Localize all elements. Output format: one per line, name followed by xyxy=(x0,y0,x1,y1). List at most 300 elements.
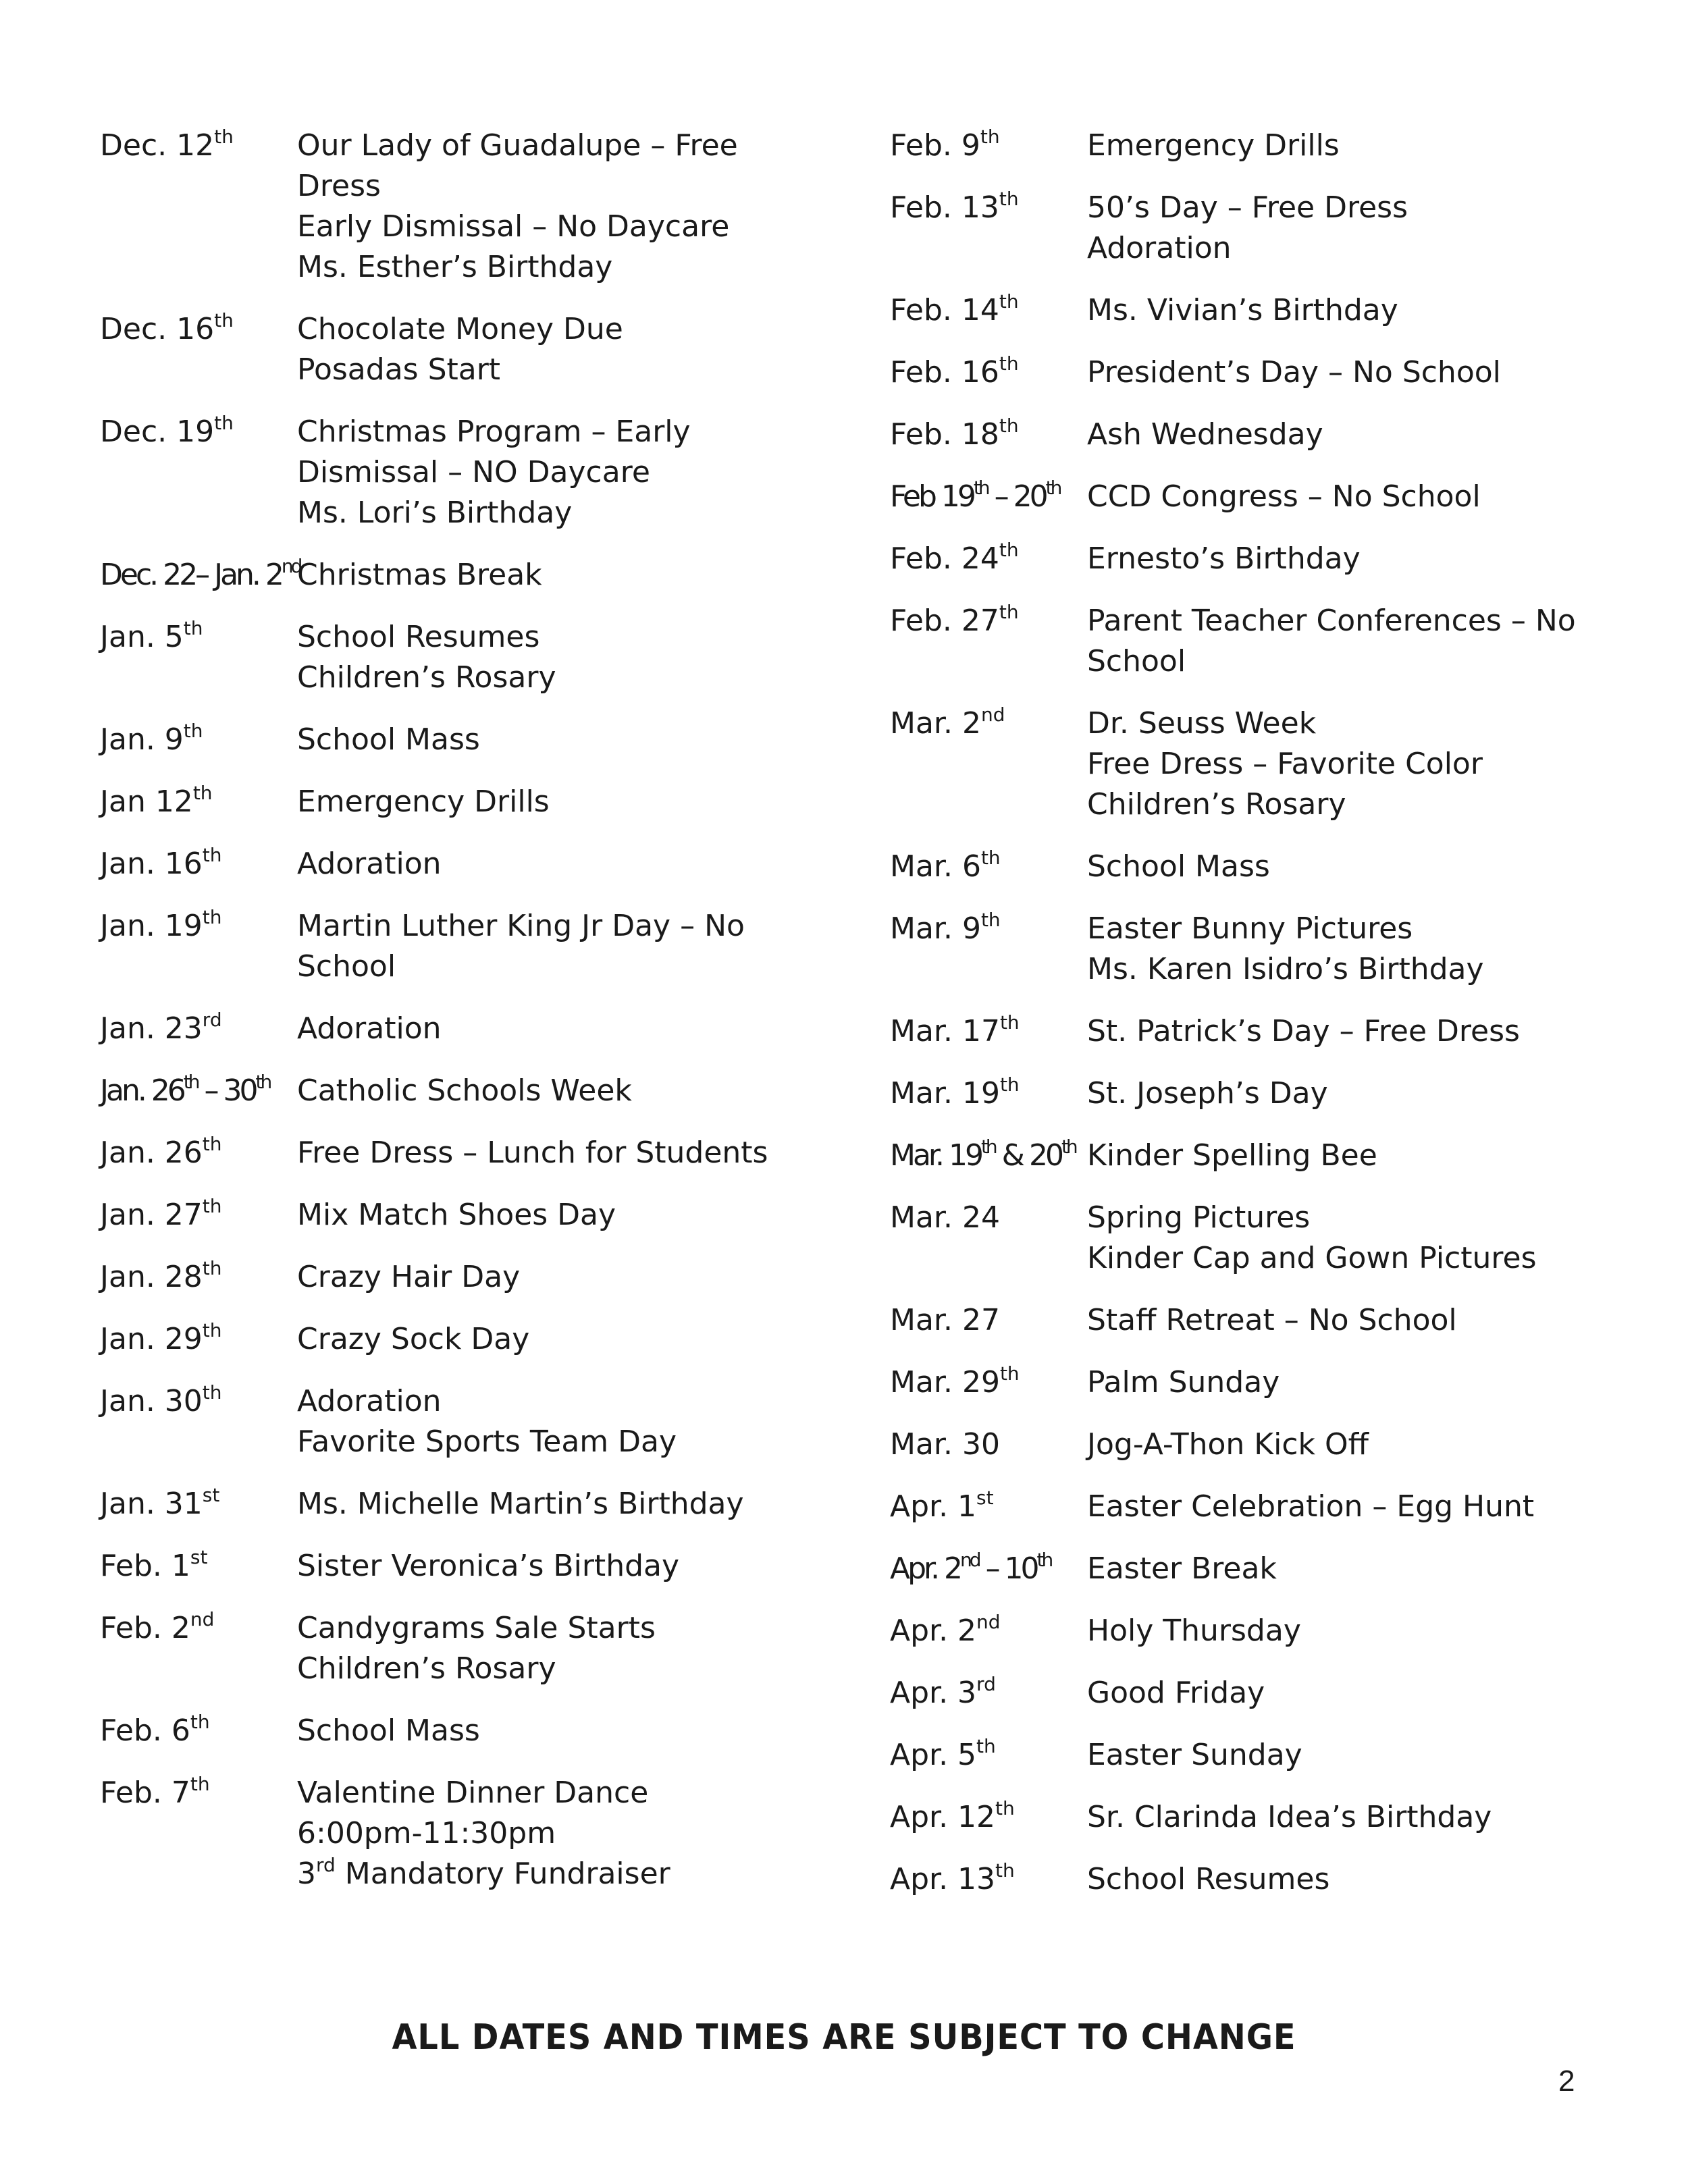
date-suffix: th xyxy=(980,1136,995,1158)
date-text: Dec. 12 xyxy=(100,128,215,163)
event-line: Palm Sunday xyxy=(1087,1365,1280,1400)
event-line: Staff Retreat – No School xyxy=(1087,1303,1457,1337)
entry-date xyxy=(890,1549,1087,1589)
event-line: President’s Day – No School xyxy=(1087,355,1501,390)
event-line: Ernesto’s Birthday xyxy=(1087,541,1361,576)
entry-events xyxy=(1087,1300,1599,1341)
entry-events xyxy=(297,1319,775,1360)
entry-events xyxy=(1087,1735,1599,1776)
event-line: Kinder Spelling Bee xyxy=(1087,1138,1377,1173)
date-text: Feb 19 xyxy=(890,479,974,514)
calendar-entry xyxy=(890,539,1599,579)
calendar-entry xyxy=(890,1073,1599,1114)
calendar-entry xyxy=(100,1773,775,1894)
event-line: Jog-A-Thon Kick Off xyxy=(1087,1427,1369,1462)
calendar-entry xyxy=(890,1859,1599,1900)
date-text: Mar. 19 xyxy=(890,1138,981,1173)
event-line: Valentine Dinner Dance xyxy=(297,1776,649,1810)
date-suffix: nd xyxy=(190,1608,215,1630)
date-text: Apr. 13 xyxy=(890,1862,996,1896)
date-text: Mar. 30 xyxy=(890,1427,1000,1462)
date-range-end: – 10 xyxy=(978,1551,1037,1586)
entry-events xyxy=(297,555,775,595)
date-suffix: nd xyxy=(281,555,300,577)
event-line: Free Dress – Lunch for Students xyxy=(297,1136,768,1170)
date-suffix: st xyxy=(202,1484,220,1506)
date-text: Jan. 16 xyxy=(100,847,203,881)
entry-date xyxy=(100,844,297,884)
date-text: Jan. 23 xyxy=(100,1011,203,1046)
calendar-entry xyxy=(100,412,775,533)
entry-date xyxy=(100,1195,297,1235)
entry-events xyxy=(297,1773,775,1894)
entry-date xyxy=(890,1859,1087,1900)
entry-date xyxy=(890,1362,1087,1403)
date-suffix: st xyxy=(976,1487,994,1509)
date-suffix: th xyxy=(202,1257,222,1279)
date-suffix: th xyxy=(999,1011,1020,1034)
entry-date xyxy=(100,555,300,595)
date-suffix: th xyxy=(202,844,222,866)
date-text: Apr. 2 xyxy=(890,1614,977,1648)
date-text: Apr. 3 xyxy=(890,1676,977,1710)
event-line: Christmas Program – Early xyxy=(297,415,691,449)
entry-date xyxy=(100,309,297,390)
date-text: Jan. 31 xyxy=(100,1487,203,1521)
entry-events xyxy=(297,1711,775,1751)
calendar-entry xyxy=(890,188,1599,269)
calendar-entry xyxy=(890,477,1599,517)
event-line: Kinder Cap and Gown Pictures xyxy=(1087,1241,1537,1275)
calendar-entry xyxy=(100,1711,775,1751)
calendar-entry xyxy=(100,1608,775,1689)
calendar-entry xyxy=(890,1300,1599,1341)
calendar-entry xyxy=(890,1487,1599,1527)
event-line: Candygrams Sale Starts xyxy=(297,1611,656,1645)
entry-events xyxy=(297,782,775,822)
event-line: Free Dress – Favorite Color xyxy=(1087,747,1483,781)
date-text: Dec. 19 xyxy=(100,415,215,449)
entry-date xyxy=(890,290,1087,331)
entry-events xyxy=(1087,1198,1599,1279)
event-line: Catholic Schools Week xyxy=(297,1073,632,1108)
event-line: Crazy Hair Day xyxy=(297,1260,521,1294)
calendar-entry xyxy=(100,1257,775,1298)
date-text: Feb. 14 xyxy=(890,293,999,327)
date-suffix: th xyxy=(999,188,1019,210)
calendar-entry xyxy=(100,1133,775,1173)
page-number: 2 xyxy=(1558,2065,1575,2098)
entry-date xyxy=(100,1546,297,1587)
calendar-entry xyxy=(890,1011,1599,1052)
event-ordinal: 3 xyxy=(297,1857,316,1891)
calendar-entry xyxy=(890,1611,1599,1651)
event-line: School Mass xyxy=(297,1713,480,1748)
entry-events xyxy=(1087,126,1599,166)
entry-date xyxy=(890,1136,1087,1176)
date-suffix: th xyxy=(1061,1136,1076,1158)
event-line: Dress xyxy=(297,169,381,203)
calendar-entry xyxy=(890,1673,1599,1713)
entry-events xyxy=(1087,1362,1599,1403)
date-suffix: nd xyxy=(960,1549,979,1571)
date-text: Dec. 22– Jan. 2 xyxy=(100,558,282,592)
date-text: Mar. 17 xyxy=(890,1014,1000,1048)
date-suffix: th xyxy=(202,1133,222,1155)
entry-date xyxy=(890,352,1087,393)
date-text: Mar. 19 xyxy=(890,1076,1000,1111)
event-line: School Mass xyxy=(1087,849,1270,884)
date-suffix: th xyxy=(190,1773,210,1795)
event-line: School Mass xyxy=(297,722,480,757)
event-line: Christmas Break xyxy=(297,558,542,592)
event-line: CCD Congress – No School xyxy=(1087,479,1481,514)
date-text: Jan. 19 xyxy=(100,909,203,943)
date-text: Jan. 26 xyxy=(100,1073,184,1108)
event-line: 50’s Day – Free Dress xyxy=(1087,190,1408,225)
entry-date xyxy=(100,617,297,698)
event-line: Dr. Seuss Week xyxy=(1087,706,1317,741)
event-line: Early Dismissal – No Daycare xyxy=(297,209,730,244)
calendar-entry xyxy=(100,309,775,390)
entry-events xyxy=(297,1195,775,1235)
entry-events xyxy=(1087,601,1599,682)
entry-date xyxy=(100,1484,297,1524)
date-text: Jan. 5 xyxy=(100,620,184,654)
date-text: Feb. 7 xyxy=(100,1776,190,1810)
date-text: Dec. 16 xyxy=(100,312,215,346)
entry-date xyxy=(100,720,297,760)
event-line: St. Joseph’s Day xyxy=(1087,1076,1328,1111)
entry-events xyxy=(297,412,775,533)
date-suffix: th xyxy=(202,1381,222,1404)
event-line: Adoration xyxy=(297,1011,442,1046)
entry-events xyxy=(297,309,775,390)
event-line: Adoration xyxy=(297,1384,442,1418)
event-line: Dismissal – NO Daycare xyxy=(297,455,650,489)
event-line: Crazy Sock Day xyxy=(297,1322,530,1356)
entry-date xyxy=(100,1773,297,1894)
entry-date xyxy=(100,1381,297,1462)
date-suffix: nd xyxy=(976,1611,1001,1633)
date-suffix: rd xyxy=(976,1673,996,1695)
calendar-entry xyxy=(100,1009,775,1049)
event-line: Favorite Sports Team Day xyxy=(297,1424,677,1459)
entry-events xyxy=(297,1071,775,1111)
entry-events xyxy=(297,1133,775,1173)
date-suffix: th xyxy=(995,1859,1015,1882)
date-suffix: th xyxy=(999,352,1019,375)
date-suffix: th xyxy=(999,539,1019,561)
event-line: Children’s Rosary xyxy=(297,1651,556,1686)
event-line: Ms. Lori’s Birthday xyxy=(297,496,573,530)
entry-events xyxy=(297,1608,775,1689)
event-line: Children’s Rosary xyxy=(297,660,556,695)
entry-date xyxy=(890,1073,1087,1114)
entry-events xyxy=(297,1484,775,1524)
entry-date xyxy=(100,1009,297,1049)
calendar-entry xyxy=(100,906,775,987)
event-line: Easter Celebration – Egg Hunt xyxy=(1087,1489,1535,1524)
calendar-entry xyxy=(890,126,1599,166)
calendar-entry xyxy=(100,1195,775,1235)
event-line: Easter Bunny Pictures xyxy=(1087,911,1413,946)
calendar-entry xyxy=(890,415,1599,455)
calendar-entry xyxy=(890,290,1599,331)
date-suffix: nd xyxy=(980,703,1005,726)
event-line: Martin Luther King Jr Day – No xyxy=(297,909,745,943)
event-line: Spring Pictures xyxy=(1087,1200,1311,1235)
event-line: School xyxy=(1087,644,1186,678)
entry-events xyxy=(297,617,775,698)
calendar-entry xyxy=(100,1546,775,1587)
entry-events xyxy=(1087,1673,1599,1713)
calendar-left-column xyxy=(100,126,775,1916)
date-suffix: st xyxy=(190,1546,208,1568)
calendar-entry xyxy=(890,1797,1599,1838)
calendar-entry xyxy=(100,720,775,760)
entry-date xyxy=(890,847,1087,887)
entry-events xyxy=(297,906,775,987)
entry-date xyxy=(890,126,1087,166)
entry-events xyxy=(1087,1797,1599,1838)
date-range-end: – 30 xyxy=(197,1073,256,1108)
entry-events xyxy=(297,1009,775,1049)
event-suffix: rd xyxy=(316,1854,336,1876)
date-suffix: th xyxy=(214,126,234,148)
date-suffix: rd xyxy=(202,1009,222,1031)
date-suffix: th xyxy=(183,617,203,639)
entry-date xyxy=(890,1198,1087,1279)
event-line xyxy=(297,1854,775,1894)
date-text: Apr. 1 xyxy=(890,1489,977,1524)
entry-date xyxy=(890,1797,1087,1838)
date-text: Apr. 2 xyxy=(890,1551,961,1586)
event-line: Ms. Karen Isidro’s Birthday xyxy=(1087,952,1484,986)
calendar-entry xyxy=(890,1198,1599,1279)
date-text: Mar. 24 xyxy=(890,1200,1000,1235)
calendar-entry xyxy=(890,1136,1599,1176)
event-line: Adoration xyxy=(297,847,442,881)
entry-events xyxy=(1087,539,1599,579)
date-text: Feb. 13 xyxy=(890,190,999,225)
entry-date xyxy=(100,906,297,987)
entry-date xyxy=(890,1300,1087,1341)
date-text: Jan. 28 xyxy=(100,1260,203,1294)
date-suffix: th xyxy=(999,290,1019,313)
entry-events xyxy=(1087,1487,1599,1527)
date-text: Jan. 27 xyxy=(100,1198,203,1232)
event-line: Holy Thursday xyxy=(1087,1614,1301,1648)
date-suffix: th xyxy=(190,1711,210,1733)
calendar-entry xyxy=(100,1071,775,1111)
date-suffix: th xyxy=(192,782,213,804)
event-line: Our Lady of Guadalupe – Free xyxy=(297,128,738,163)
entry-date xyxy=(890,1424,1087,1465)
entry-events xyxy=(1087,415,1599,455)
entry-events xyxy=(297,1381,775,1462)
date-suffix: th xyxy=(202,1195,222,1217)
entry-events xyxy=(1087,1859,1599,1900)
date-text: Mar. 9 xyxy=(890,911,981,946)
calendar-entry xyxy=(890,909,1599,990)
date-range-end: – 20 xyxy=(987,479,1046,514)
entry-events xyxy=(1087,1136,1599,1176)
entry-events xyxy=(297,1546,775,1587)
calendar-entry xyxy=(100,617,775,698)
entry-date xyxy=(100,412,297,533)
entry-events xyxy=(297,720,775,760)
date-text: Feb. 1 xyxy=(100,1549,190,1583)
event-line: Sr. Clarinda Idea’s Birthday xyxy=(1087,1800,1492,1834)
date-suffix: th xyxy=(255,1071,270,1093)
date-suffix: th xyxy=(980,847,1001,869)
entry-date xyxy=(890,415,1087,455)
date-text: Apr. 5 xyxy=(890,1738,977,1772)
date-text: Feb. 9 xyxy=(890,128,980,163)
date-text: Feb. 6 xyxy=(100,1713,190,1748)
calendar-entry xyxy=(890,703,1599,825)
calendar-entry xyxy=(100,1381,775,1462)
entry-date xyxy=(100,1133,297,1173)
date-text: Mar. 27 xyxy=(890,1303,1000,1337)
date-range-end: & 20 xyxy=(995,1138,1061,1173)
calendar-entry xyxy=(100,555,775,595)
event-line: School xyxy=(297,949,396,984)
entry-date xyxy=(890,1011,1087,1052)
entry-date xyxy=(100,1319,297,1360)
event-line: Easter Break xyxy=(1087,1551,1277,1586)
date-suffix: th xyxy=(999,601,1019,623)
entry-events xyxy=(1087,703,1599,825)
entry-date xyxy=(890,1487,1087,1527)
date-suffix: th xyxy=(999,1073,1020,1096)
entry-events xyxy=(1087,1424,1599,1465)
event-line: Chocolate Money Due xyxy=(297,312,623,346)
date-suffix: th xyxy=(973,477,988,499)
entry-events xyxy=(297,126,775,288)
date-suffix: th xyxy=(980,126,1000,148)
date-text: Jan 12 xyxy=(100,784,193,819)
entry-events xyxy=(1087,847,1599,887)
date-text: Apr. 12 xyxy=(890,1800,996,1834)
date-text: Feb. 24 xyxy=(890,541,999,576)
calendar-entry xyxy=(890,1362,1599,1403)
date-text: Feb. 2 xyxy=(100,1611,190,1645)
date-text: Jan. 26 xyxy=(100,1136,203,1170)
entry-events xyxy=(1087,352,1599,393)
calendar-entry xyxy=(100,844,775,884)
date-text: Feb. 16 xyxy=(890,355,999,390)
entry-date xyxy=(890,909,1087,990)
event-line: Adoration xyxy=(1087,231,1232,265)
date-suffix: th xyxy=(1036,1549,1051,1571)
event-line: Emergency Drills xyxy=(1087,128,1340,163)
entry-date xyxy=(890,477,1087,517)
entry-events xyxy=(1087,188,1599,269)
event-line: Good Friday xyxy=(1087,1676,1265,1710)
date-suffix: th xyxy=(999,1362,1020,1385)
event-line: Emergency Drills xyxy=(297,784,550,819)
entry-date xyxy=(100,1071,297,1111)
entry-date xyxy=(100,1711,297,1751)
entry-date xyxy=(100,1257,297,1298)
date-suffix: th xyxy=(976,1735,996,1757)
footer-note: ALL DATES AND TIMES ARE SUBJECT TO CHANGE xyxy=(392,2017,1296,2058)
date-suffix: th xyxy=(999,415,1019,437)
entry-events xyxy=(1087,1611,1599,1651)
event-line: Ms. Michelle Martin’s Birthday xyxy=(297,1487,744,1521)
date-text: Jan. 29 xyxy=(100,1322,203,1356)
entry-events xyxy=(297,844,775,884)
calendar-entry xyxy=(890,352,1599,393)
calendar-entry xyxy=(100,1319,775,1360)
calendar-entry xyxy=(890,601,1599,682)
calendar-entry xyxy=(100,1484,775,1524)
calendar-entry xyxy=(100,782,775,822)
date-suffix: th xyxy=(1045,477,1060,499)
date-text: Mar. 2 xyxy=(890,706,981,741)
calendar-entry xyxy=(890,847,1599,887)
entry-date xyxy=(890,1673,1087,1713)
date-suffix: th xyxy=(995,1797,1015,1819)
event-line: Children’s Rosary xyxy=(1087,787,1346,822)
date-suffix: th xyxy=(202,1319,222,1341)
date-suffix: th xyxy=(183,720,203,742)
entry-events xyxy=(297,1257,775,1298)
entry-events xyxy=(1087,290,1599,331)
event-line: Ms. Vivian’s Birthday xyxy=(1087,293,1398,327)
event-line: Sister Veronica’s Birthday xyxy=(297,1549,680,1583)
entry-date xyxy=(890,703,1087,825)
entry-date xyxy=(890,188,1087,269)
entry-date xyxy=(890,1611,1087,1651)
entry-date xyxy=(100,126,297,288)
date-text: Jan. 9 xyxy=(100,722,184,757)
event-line: School Resumes xyxy=(297,620,540,654)
event-line: Ms. Esther’s Birthday xyxy=(297,250,613,284)
entry-events xyxy=(1087,909,1599,990)
entry-date xyxy=(890,601,1087,682)
date-suffix: th xyxy=(214,412,234,434)
date-suffix: th xyxy=(214,309,234,331)
event-line: Ash Wednesday xyxy=(1087,417,1323,452)
entry-date xyxy=(100,782,297,822)
calendar-entry xyxy=(890,1549,1599,1589)
date-text: Mar. 29 xyxy=(890,1365,1000,1400)
date-suffix: th xyxy=(183,1071,198,1093)
entry-events xyxy=(1087,477,1599,517)
entry-date xyxy=(890,539,1087,579)
date-suffix: th xyxy=(202,906,222,928)
event-line: Mix Match Shoes Day xyxy=(297,1198,616,1232)
event-line: School Resumes xyxy=(1087,1862,1330,1896)
calendar-entry xyxy=(890,1424,1599,1465)
event-line: Parent Teacher Conferences – No xyxy=(1087,604,1576,638)
calendar-entry xyxy=(100,126,775,288)
date-text: Feb. 27 xyxy=(890,604,999,638)
entry-events xyxy=(1087,1011,1599,1052)
date-text: Jan. 30 xyxy=(100,1384,203,1418)
date-text: Feb. 18 xyxy=(890,417,999,452)
event-line: Easter Sunday xyxy=(1087,1738,1302,1772)
event-line: St. Patrick’s Day – Free Dress xyxy=(1087,1014,1520,1048)
entry-events xyxy=(1087,1549,1599,1589)
event-text: Mandatory Fundraiser xyxy=(335,1857,670,1891)
entry-date xyxy=(100,1608,297,1689)
entry-events xyxy=(1087,1073,1599,1114)
calendar-right-column xyxy=(890,126,1599,1921)
